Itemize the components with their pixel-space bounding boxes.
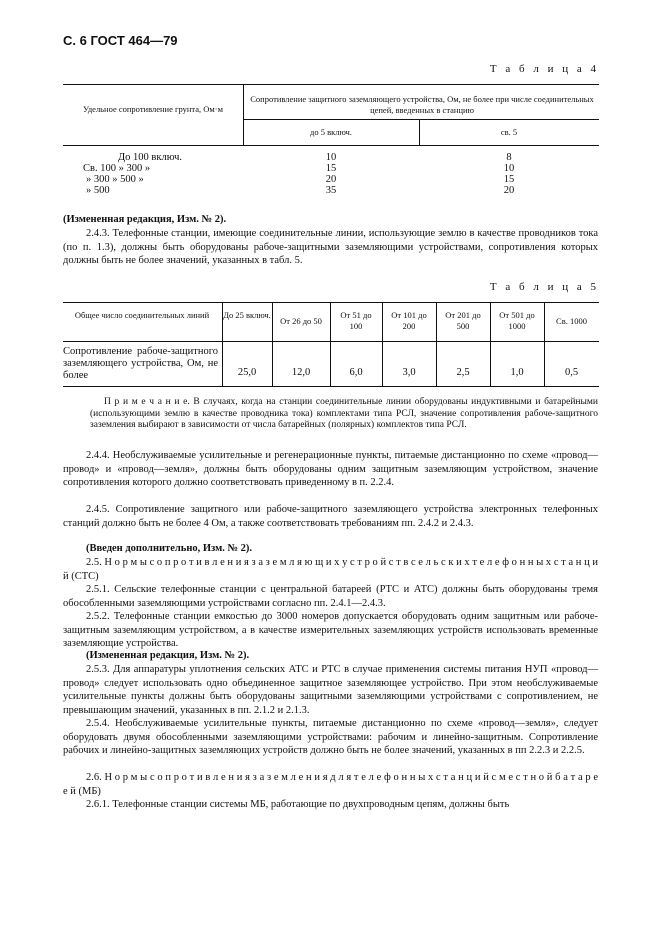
table5-value: 2,5 xyxy=(456,367,470,378)
table5-header: Общее число соединительных линий xyxy=(74,310,210,320)
edit-note: (Введен дополнительно, Изм. № 2). xyxy=(86,543,253,554)
table4-subheader-rule xyxy=(243,119,599,120)
table5-header: До 25 включ. xyxy=(223,310,271,320)
paragraph-2-5-2: 2.5.2. Телефонные станции емкостью до 3000 номеров допускается оборудовать одним защитным или рабоче-защитным заземляющим устройством, а в качестве измерительных заземляющих устройств использовать временные заземляющие устройства. xyxy=(63,611,598,650)
page-header: С. 6 ГОСТ 464—79 xyxy=(63,33,178,48)
table5-value: 0,5 xyxy=(564,367,579,378)
section-heading-2-5: 2.5. Н о р м ы с о п р о т и в л е н и я з а з е м л я ю щ и х у с т р о й с т в с е л ь с к и х т е л е ф о н н ы х с т а н ц и й (СТС) xyxy=(63,557,598,582)
table5-header-bottom-rule xyxy=(63,341,599,342)
table4-value: 10 xyxy=(325,152,337,163)
table4-row-label: До 100 включ. xyxy=(118,152,183,163)
table5-value: 25,0 xyxy=(237,367,257,378)
table4-value: 20 xyxy=(325,174,337,185)
table5-value: 3,0 xyxy=(402,367,416,378)
table5-header: От 26 до 50 xyxy=(280,316,322,326)
table5-bottom-rule xyxy=(63,386,599,387)
edit-note: (Измененная редакция, Изм. № 2). xyxy=(86,650,250,661)
table5-header: От 501 до 1000 xyxy=(499,310,535,331)
paragraph-2-4-5: 2.4.5. Сопротивление защитного или рабоче-защитного заземляющего устройства электронных телефонных станций должно быть не более 4 Ом, а также соответствовать требованиям пп. 2.4.2 и 2.4.3. xyxy=(63,504,598,529)
table4-value: 35 xyxy=(325,185,337,196)
table5-header: От 201 до 500 xyxy=(445,310,481,331)
table4-row-label: » 500 xyxy=(86,185,110,196)
paragraph-2-4-3: 2.4.3. Телефонные станции, имеющие соединительные линии, использующие землю в качестве проводников тока (по п. 1.3), должны быть оборудованы рабоче-защитными заземляющими устройствами, сопротивления которых должны быть не более значений, указанных в табл. 5. xyxy=(63,228,598,267)
table4-value: 8 xyxy=(506,152,512,163)
table5-value: 12,0 xyxy=(291,367,311,378)
paragraph-2-6-1: 2.6.1. Телефонные станции системы МБ, работающие по двухпроводным цепям, должны быть xyxy=(86,799,510,810)
table5-caption: Т а б л и ц а 5 xyxy=(489,281,599,293)
table4-col1-header: Удельное сопротивление грунта, Ом·м xyxy=(83,104,223,114)
table4-value: 10 xyxy=(503,163,515,174)
table4-row-label: » 300 » 500 » xyxy=(86,174,144,185)
paragraph-2-5-3: 2.5.3. Для аппаратуры уплотнения сельских АТС и РТС в случае применения системы питания НУП «провод—провод» следует использовать одно объединенное защитное заземляющее устройство. При этом необслуживаемые усилительные пункты должны быть оборудованы защитными заземляющими устройствами с сопротивлением, не превышающим значений, указанных в пп. 2.1.2 и 2.1.3. xyxy=(63,664,598,716)
table4-group-header: Сопротивление защитного заземляющего устройства, Ом, не более при числе соединительных цепей, введенных в станцию xyxy=(250,94,594,115)
table5-value: 1,0 xyxy=(510,367,524,378)
table5-row-label: Сопротивление рабоче-защитного заземляющего устройства, Ом, не более xyxy=(63,346,218,381)
section-heading-2-6: 2.6. Н о р м ы с о п р о т и в л е н и я з а з е м л е н и я д л я т е л е ф о н н ы х с т а н ц и й с м е с т н о й б а т а р е е й (МБ) xyxy=(63,772,598,797)
table4-value: 15 xyxy=(503,174,515,185)
paragraph-2-5-4: 2.5.4. Необслуживаемые усилительные пункты, питаемые дистанционно по схеме «провод—земля», следует оборудовать двумя обособленными заземляющими устройствами: рабочим и линейно-защитным. Сопротивление рабочих и линейно-защитных заземляющих устройств должно быть не более значений, указанных в пп 2.2.3 и 2.2.5. xyxy=(63,718,598,757)
table5-header: От 101 до 200 xyxy=(391,310,427,331)
table4-row-label: Св. 100 » 300 » xyxy=(83,163,151,174)
table5-note: П р и м е ч а н и е. В случаях, когда на станции соединительные линии оборудованы индуктивными и батарейными (использующими землю в качестве проводника тока) комплектами типа РСЛ, значение сопротивления рабоче-защитного заземления выбирают в зависимости от числа батарейных (полярных) комплектов типа РСЛ. xyxy=(90,397,598,430)
table5-header: От 51 до 100 xyxy=(340,310,372,331)
table5-top-rule xyxy=(63,302,599,303)
table4-top-rule xyxy=(63,84,599,85)
table5-header: Св. 1000 xyxy=(556,316,587,326)
table4-value: 20 xyxy=(503,185,515,196)
table4-caption: Т а б л и ц а 4 xyxy=(489,63,599,75)
table4-value: 15 xyxy=(325,163,337,174)
table4-subcol1-header: до 5 включ. xyxy=(310,127,352,137)
paragraph-2-5-1: 2.5.1. Сельские телефонные станции с центральной батареей (РТС и АТС) должны быть оборудованы тремя обособленными заземляющими устройствами согласно пп. 2.4.1—2.4.3. xyxy=(63,584,598,609)
table5-value: 6,0 xyxy=(349,367,363,378)
table4-subcol2-header: св. 5 xyxy=(500,127,518,137)
paragraph-2-4-4: 2.4.4. Необслуживаемые усилительные и регенерационные пункты, питаемые дистанционно по схеме «провод—провод» и «провод—земля», должны быть оборудованы одним защитным заземляющим устройством, значение сопротивления которого должно соответствовать приведенному в п. 2.2.4. xyxy=(63,450,598,489)
edit-note: (Измененная редакция, Изм. № 2). xyxy=(63,214,227,225)
table4-header-bottom-rule xyxy=(63,145,599,146)
